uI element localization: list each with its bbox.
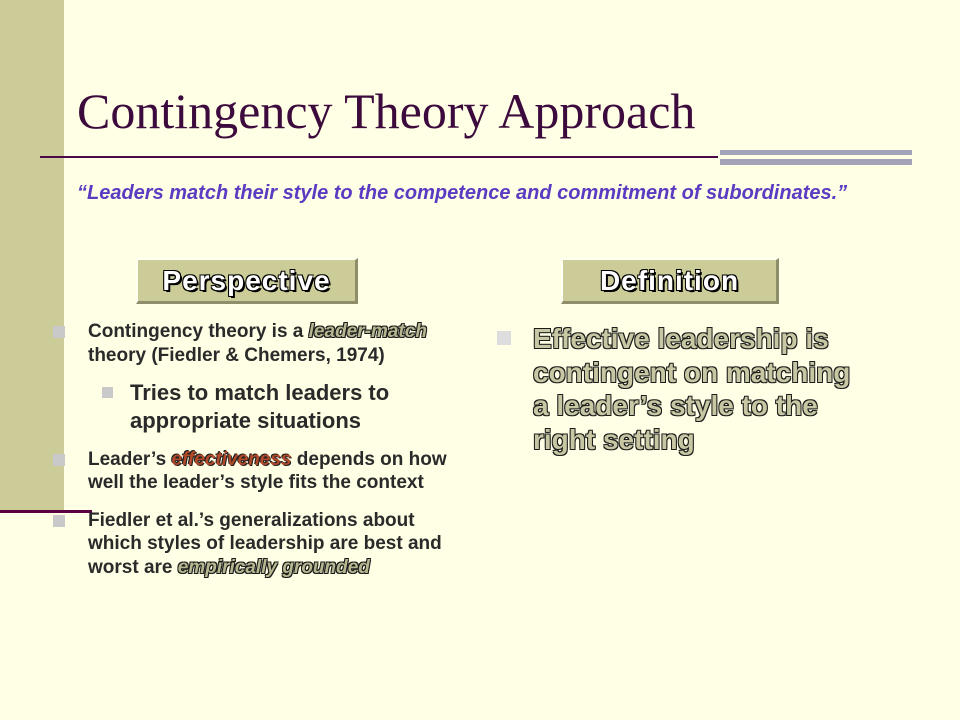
bullet-text: Leader’s	[88, 448, 172, 470]
perspective-bullet-1	[52, 320, 462, 367]
bullet-square-icon	[102, 387, 113, 398]
bullet-text: Contingency theory is a	[88, 321, 309, 342]
quote-text: “Leaders match their style to the competence and commitment of subordinates.”	[77, 182, 848, 204]
leader-match-highlight: leader-match	[308, 321, 427, 342]
bullet-square-icon	[53, 326, 65, 338]
perspective-bullet-3	[52, 509, 462, 580]
title-underline	[40, 156, 718, 158]
slide-title: Contingency Theory Approach	[77, 83, 696, 139]
perspective-list	[52, 320, 462, 579]
subbullet-text: Tries to match leaders to appropriate situations	[130, 380, 390, 433]
definition-list	[497, 322, 857, 456]
definition-bullet	[497, 322, 857, 456]
bullet-text: theory (Fiedler & Chemers, 1974)	[88, 344, 385, 366]
bullet-square-icon	[497, 331, 511, 345]
bullet-text: Fiedler et al.’s generalizations about which styles of leadership are best and worst are	[88, 509, 442, 578]
perspective-tab: Perspective	[136, 258, 358, 304]
definition-text: Effective leadership is contingent on matching a leader’s style to the right setting	[533, 323, 851, 455]
bullet-text: depends on how well the leader’s style fits the context	[88, 448, 447, 494]
empirically-grounded-highlight: empirically grounded	[177, 556, 370, 578]
definition-tab: Definition	[561, 258, 779, 304]
title-accent-bar	[720, 150, 912, 155]
perspective-bullet-2	[52, 448, 462, 495]
bullet-square-icon	[53, 515, 65, 527]
bullet-square-icon	[53, 454, 65, 466]
perspective-subbullet-1	[52, 379, 462, 434]
title-accent-bar-lower	[720, 159, 912, 165]
effectiveness-highlight: effectiveness	[171, 448, 292, 470]
